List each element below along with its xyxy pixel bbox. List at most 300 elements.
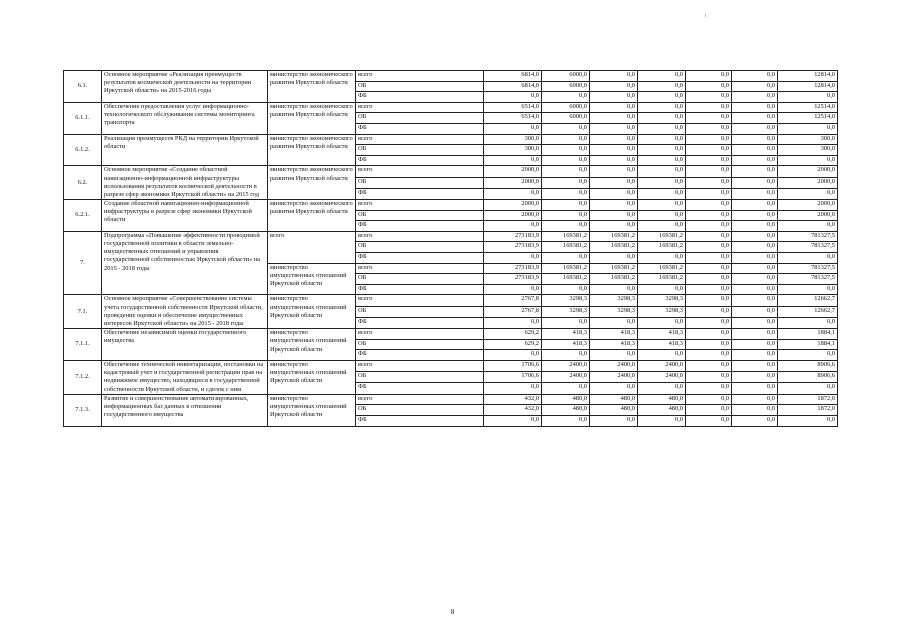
funding-source: всего — [356, 394, 484, 405]
total-value: 300,0 — [778, 145, 838, 156]
responsible-executor: министерство имущественных отношений Иркутской области — [268, 360, 356, 394]
total-value: 0,0 — [778, 350, 838, 361]
item-name: Обеспечение предоставления услуг информационно-технологического обслуживания системы мониторинга транспорта — [102, 102, 268, 134]
year-value: 169381,2 — [638, 274, 686, 285]
year-value: 480,0 — [542, 394, 590, 405]
year-value: 0,0 — [686, 231, 732, 242]
budget-table — [63, 70, 838, 427]
year-value: 0,0 — [638, 383, 686, 394]
year-value: 0,0 — [732, 221, 778, 232]
year-value: 0,0 — [732, 134, 778, 145]
year-value: 0,0 — [732, 274, 778, 285]
year-value: 0,0 — [638, 155, 686, 166]
funding-source: всего — [356, 102, 484, 113]
year-value: 0,0 — [686, 123, 732, 134]
year-value: 0,0 — [542, 92, 590, 103]
page-number: 8 — [450, 608, 455, 616]
responsible-executor: министерство экономического развития Иркутской области — [268, 200, 356, 232]
year-value: 0,0 — [542, 350, 590, 361]
year-value: 0,0 — [686, 134, 732, 145]
year-value: 0,0 — [732, 415, 778, 426]
total-value: 1884,1 — [778, 339, 838, 350]
year-value: 0,0 — [732, 210, 778, 221]
year-value: 1706,6 — [484, 360, 542, 371]
year-value: 6000,0 — [542, 102, 590, 113]
year-value: 0,0 — [732, 253, 778, 264]
funding-source: ОБ — [356, 210, 484, 221]
responsible-executor: всего — [268, 231, 356, 263]
year-value: 0,0 — [590, 81, 638, 92]
item-number: 7. — [64, 231, 102, 295]
item-number: 6.1.2. — [64, 134, 102, 166]
year-value: 0,0 — [732, 188, 778, 199]
year-value: 480,0 — [590, 394, 638, 405]
responsible-executor: министерство экономического развития Иркутской области — [268, 166, 356, 200]
year-value: 0,0 — [732, 284, 778, 295]
year-value: 0,0 — [686, 200, 732, 211]
year-value: 6000,0 — [542, 81, 590, 92]
year-value: 0,0 — [638, 145, 686, 156]
year-value: 0,0 — [542, 284, 590, 295]
year-value: 0,0 — [542, 221, 590, 232]
year-value: 0,0 — [732, 200, 778, 211]
year-value: 0,0 — [686, 405, 732, 416]
year-value: 0,0 — [638, 92, 686, 103]
year-value: 0,0 — [686, 383, 732, 394]
year-value: 0,0 — [542, 145, 590, 156]
year-value: 0,0 — [686, 210, 732, 221]
year-value: 418,3 — [590, 329, 638, 340]
year-value: 0,0 — [638, 123, 686, 134]
year-value: 6814,0 — [484, 71, 542, 82]
total-value: 12662,7 — [778, 295, 838, 306]
year-value: 6514,0 — [484, 102, 542, 113]
total-value: 12514,0 — [778, 102, 838, 113]
year-value: 0,0 — [686, 339, 732, 350]
year-value: 169381,2 — [542, 274, 590, 285]
total-value: 0,0 — [778, 155, 838, 166]
year-value: 0,0 — [732, 295, 778, 306]
year-value: 418,3 — [542, 339, 590, 350]
year-value: 0,0 — [590, 317, 638, 328]
funding-source: ОБ — [356, 372, 484, 383]
responsible-executor: министерство имущественных отношений Иркутской области — [268, 295, 356, 329]
year-value: 0,0 — [732, 145, 778, 156]
year-value: 2000,0 — [484, 210, 542, 221]
year-value: 0,0 — [638, 166, 686, 177]
year-value: 0,0 — [638, 210, 686, 221]
responsible-executor: министерство экономического развития Иркутской области — [268, 134, 356, 166]
year-value: 2000,0 — [484, 200, 542, 211]
year-value: 480,0 — [590, 405, 638, 416]
table-row — [64, 102, 838, 113]
table-body — [64, 71, 838, 427]
funding-source: всего — [356, 166, 484, 177]
year-value: 0,0 — [590, 102, 638, 113]
total-value: 781327,5 — [778, 263, 838, 274]
total-value: 0,0 — [778, 221, 838, 232]
year-value: 0,0 — [686, 81, 732, 92]
funding-source: всего — [356, 200, 484, 211]
year-value: 0,0 — [686, 284, 732, 295]
year-value: 0,0 — [638, 71, 686, 82]
year-value: 0,0 — [732, 329, 778, 340]
total-value: 2000,0 — [778, 166, 838, 177]
year-value: 0,0 — [686, 242, 732, 253]
table-row — [64, 329, 838, 340]
year-value: 0,0 — [686, 350, 732, 361]
year-value: 0,0 — [638, 221, 686, 232]
year-value: 3298,3 — [590, 306, 638, 317]
year-value: 0,0 — [484, 155, 542, 166]
funding-source: ФБ — [356, 383, 484, 394]
total-value: 781327,5 — [778, 242, 838, 253]
table-row — [64, 134, 838, 145]
year-value: 273183,9 — [484, 274, 542, 285]
year-value: 0,0 — [732, 263, 778, 274]
year-value: 300,0 — [484, 134, 542, 145]
year-value: 0,0 — [638, 253, 686, 264]
year-value: 3298,3 — [638, 295, 686, 306]
total-value: 300,0 — [778, 134, 838, 145]
year-value: 0,0 — [732, 231, 778, 242]
funding-source: ФБ — [356, 284, 484, 295]
year-value: 0,0 — [686, 360, 732, 371]
year-value: 0,0 — [732, 123, 778, 134]
total-value: 0,0 — [778, 253, 838, 264]
year-value: 169381,2 — [590, 242, 638, 253]
year-value: 0,0 — [484, 383, 542, 394]
item-number: 6.2. — [64, 166, 102, 200]
year-value: 2400,0 — [638, 372, 686, 383]
year-value: 418,3 — [638, 329, 686, 340]
responsible-executor: министерство экономического развития Иркутской области — [268, 71, 356, 103]
total-value: 2000,0 — [778, 200, 838, 211]
year-value: 0,0 — [686, 295, 732, 306]
year-value: 0,0 — [484, 415, 542, 426]
year-value: 0,0 — [542, 383, 590, 394]
total-value: 0,0 — [778, 188, 838, 199]
year-value: 0,0 — [484, 221, 542, 232]
item-name: Реализация преимуществ РКД на территории Иркутской области — [102, 134, 268, 166]
funding-source: ОБ — [356, 339, 484, 350]
year-value: 169381,2 — [590, 263, 638, 274]
total-value: 8906,6 — [778, 372, 838, 383]
year-value: 432,0 — [484, 394, 542, 405]
year-value: 0,0 — [638, 200, 686, 211]
year-value: 480,0 — [638, 405, 686, 416]
year-value: 273183,9 — [484, 242, 542, 253]
year-value: 0,0 — [590, 284, 638, 295]
year-value: 0,0 — [590, 188, 638, 199]
year-value: 0,0 — [542, 166, 590, 177]
year-value: 629,2 — [484, 339, 542, 350]
year-value: 0,0 — [732, 360, 778, 371]
year-value: 0,0 — [686, 102, 732, 113]
year-value: 0,0 — [686, 71, 732, 82]
year-value: 0,0 — [732, 350, 778, 361]
year-value: 0,0 — [590, 177, 638, 188]
item-name: Обеспечение независимой оценки государственного имущества — [102, 329, 268, 361]
year-value: 0,0 — [732, 155, 778, 166]
scan-mark — [705, 14, 706, 17]
year-value: 0,0 — [686, 263, 732, 274]
total-value: 781327,5 — [778, 231, 838, 242]
year-value: 273183,9 — [484, 231, 542, 242]
year-value: 2000,0 — [484, 166, 542, 177]
year-value: 2400,0 — [590, 360, 638, 371]
year-value: 0,0 — [542, 210, 590, 221]
year-value: 300,0 — [484, 145, 542, 156]
funding-source: всего — [356, 295, 484, 306]
total-value: 0,0 — [778, 317, 838, 328]
year-value: 169381,2 — [638, 231, 686, 242]
year-value: 0,0 — [590, 166, 638, 177]
total-value: 781327,5 — [778, 274, 838, 285]
table-row — [64, 166, 838, 177]
year-value: 2000,0 — [484, 177, 542, 188]
funding-source: всего — [356, 263, 484, 274]
year-value: 0,0 — [732, 113, 778, 124]
table-row — [64, 295, 838, 306]
year-value: 6000,0 — [542, 71, 590, 82]
funding-source: ОБ — [356, 306, 484, 317]
year-value: 0,0 — [686, 415, 732, 426]
year-value: 0,0 — [590, 71, 638, 82]
total-value: 0,0 — [778, 383, 838, 394]
year-value: 0,0 — [686, 221, 732, 232]
year-value: 0,0 — [638, 415, 686, 426]
year-value: 0,0 — [732, 166, 778, 177]
year-value: 1706,6 — [484, 372, 542, 383]
year-value: 0,0 — [542, 134, 590, 145]
funding-source: ФБ — [356, 415, 484, 426]
table-row — [64, 200, 838, 211]
item-number: 6.2.1. — [64, 200, 102, 232]
table-row — [64, 394, 838, 405]
funding-source: ОБ — [356, 242, 484, 253]
year-value: 0,0 — [686, 274, 732, 285]
year-value: 418,3 — [542, 329, 590, 340]
table-row — [64, 231, 838, 242]
year-value: 0,0 — [638, 113, 686, 124]
year-value: 0,0 — [590, 383, 638, 394]
year-value: 0,0 — [638, 317, 686, 328]
year-value: 0,0 — [686, 92, 732, 103]
year-value: 2400,0 — [542, 372, 590, 383]
year-value: 0,0 — [590, 155, 638, 166]
table-row — [64, 360, 838, 371]
year-value: 0,0 — [484, 188, 542, 199]
year-value: 0,0 — [590, 123, 638, 134]
total-value: 0,0 — [778, 123, 838, 134]
year-value: 0,0 — [686, 155, 732, 166]
year-value: 0,0 — [590, 210, 638, 221]
year-value: 0,0 — [484, 317, 542, 328]
year-value: 0,0 — [732, 383, 778, 394]
year-value: 0,0 — [638, 81, 686, 92]
item-name: Основное мероприятие «Реализация преимуществ результатов космической деятельности на территории Иркутской области» на 2015-2016 годы — [102, 71, 268, 103]
year-value: 0,0 — [686, 113, 732, 124]
year-value: 0,0 — [638, 188, 686, 199]
year-value: 0,0 — [542, 317, 590, 328]
year-value: 2400,0 — [638, 360, 686, 371]
year-value: 3298,3 — [590, 295, 638, 306]
year-value: 629,2 — [484, 329, 542, 340]
year-value: 418,3 — [638, 339, 686, 350]
year-value: 0,0 — [638, 284, 686, 295]
year-value: 169381,2 — [590, 231, 638, 242]
responsible-executor: министерство экономического развития Иркутской области — [268, 102, 356, 134]
year-value: 169381,2 — [638, 242, 686, 253]
year-value: 0,0 — [484, 253, 542, 264]
year-value: 0,0 — [542, 155, 590, 166]
year-value: 0,0 — [590, 253, 638, 264]
year-value: 0,0 — [732, 394, 778, 405]
year-value: 0,0 — [732, 81, 778, 92]
year-value: 0,0 — [686, 188, 732, 199]
year-value: 0,0 — [590, 200, 638, 211]
year-value: 273183,9 — [484, 263, 542, 274]
total-value: 2000,0 — [778, 210, 838, 221]
year-value: 0,0 — [686, 253, 732, 264]
funding-source: ФБ — [356, 188, 484, 199]
year-value: 480,0 — [638, 394, 686, 405]
responsible-executor: министерство имущественных отношений Иркутской области — [268, 329, 356, 361]
total-value: 12514,0 — [778, 113, 838, 124]
item-number: 7.1. — [64, 295, 102, 329]
year-value: 2400,0 — [542, 360, 590, 371]
year-value: 0,0 — [686, 306, 732, 317]
year-value: 169381,2 — [638, 263, 686, 274]
year-value: 0,0 — [686, 166, 732, 177]
year-value: 0,0 — [732, 405, 778, 416]
year-value: 0,0 — [686, 372, 732, 383]
year-value: 3298,3 — [638, 306, 686, 317]
year-value: 0,0 — [542, 177, 590, 188]
year-value: 0,0 — [542, 200, 590, 211]
item-name: Создание областной навигационно-информационной инфраструктуры в разрезе сфер экономики Иркутской области — [102, 200, 268, 232]
year-value: 0,0 — [590, 145, 638, 156]
year-value: 432,0 — [484, 405, 542, 416]
year-value: 169381,2 — [542, 242, 590, 253]
total-value: 8906,6 — [778, 360, 838, 371]
funding-source: ФБ — [356, 92, 484, 103]
total-value: 0,0 — [778, 92, 838, 103]
year-value: 0,0 — [732, 92, 778, 103]
year-value: 0,0 — [638, 102, 686, 113]
year-value: 0,0 — [686, 145, 732, 156]
funding-source: ОБ — [356, 145, 484, 156]
funding-source: ОБ — [356, 405, 484, 416]
funding-source: ОБ — [356, 113, 484, 124]
year-value: 0,0 — [732, 177, 778, 188]
item-name: Обеспечение технической инвентаризации, постановки на кадастровый учет и государственной регистрации прав на недвижимое имущество, находящееся в государственной собственности Иркутской области, и сделок с ним — [102, 360, 268, 394]
year-value: 169381,2 — [590, 274, 638, 285]
year-value: 0,0 — [484, 123, 542, 134]
funding-source: ФБ — [356, 155, 484, 166]
year-value: 0,0 — [542, 123, 590, 134]
year-value: 0,0 — [686, 177, 732, 188]
item-name: Основное мероприятие «Создание областной навигационно-информационной инфраструктуры использования результатов космической деятельности в разрезе сфер экономики Иркутской области» на 2015 год — [102, 166, 268, 200]
funding-source: всего — [356, 329, 484, 340]
year-value: 6514,0 — [484, 113, 542, 124]
year-value: 0,0 — [590, 92, 638, 103]
year-value: 0,0 — [732, 306, 778, 317]
funding-source: всего — [356, 71, 484, 82]
item-name: Подпрограмма «Повышение эффективности проводимой государственной политики в области земельно-имущественных отношений и управления государственной собственностью Иркутской области» на 2015 - 2018 годы — [102, 231, 268, 295]
year-value: 3298,3 — [542, 306, 590, 317]
year-value: 0,0 — [638, 134, 686, 145]
year-value: 0,0 — [638, 350, 686, 361]
item-number: 6.1. — [64, 71, 102, 103]
funding-source: ФБ — [356, 350, 484, 361]
year-value: 0,0 — [686, 329, 732, 340]
year-value: 0,0 — [732, 317, 778, 328]
total-value: 12814,0 — [778, 71, 838, 82]
year-value: 6000,0 — [542, 113, 590, 124]
item-name: Развитие и совершенствование автоматизированных, информационных баз данных в отношении государственного имущества — [102, 394, 268, 426]
year-value: 0,0 — [732, 242, 778, 253]
funding-source: всего — [356, 231, 484, 242]
total-value: 2000,0 — [778, 177, 838, 188]
item-name: Основное мероприятие «Совершенствование системы учета государственной собственности Иркутской области, проведение оценки и обеспечение имущественных интересов Иркутской области» на 2015 - 2018 годы — [102, 295, 268, 329]
funding-source: ФБ — [356, 317, 484, 328]
year-value: 2767,8 — [484, 306, 542, 317]
year-value: 0,0 — [732, 372, 778, 383]
year-value: 0,0 — [542, 415, 590, 426]
year-value: 0,0 — [542, 188, 590, 199]
year-value: 0,0 — [732, 339, 778, 350]
total-value: 0,0 — [778, 284, 838, 295]
year-value: 0,0 — [590, 134, 638, 145]
total-value: 1872,0 — [778, 405, 838, 416]
item-number: 7.1.3. — [64, 394, 102, 426]
year-value: 0,0 — [732, 71, 778, 82]
year-value: 3298,3 — [542, 295, 590, 306]
total-value: 1884,1 — [778, 329, 838, 340]
year-value: 169381,2 — [542, 231, 590, 242]
year-value: 0,0 — [590, 221, 638, 232]
year-value: 0,0 — [686, 394, 732, 405]
funding-source: ОБ — [356, 274, 484, 285]
total-value: 12814,0 — [778, 81, 838, 92]
year-value: 169381,2 — [542, 263, 590, 274]
total-value: 1872,0 — [778, 394, 838, 405]
year-value: 2767,8 — [484, 295, 542, 306]
year-value: 6814,0 — [484, 81, 542, 92]
funding-source: ОБ — [356, 81, 484, 92]
year-value: 2400,0 — [590, 372, 638, 383]
year-value: 0,0 — [484, 284, 542, 295]
total-value: 12662,7 — [778, 306, 838, 317]
funding-source: всего — [356, 134, 484, 145]
year-value: 0,0 — [542, 253, 590, 264]
funding-source: ФБ — [356, 221, 484, 232]
year-value: 0,0 — [590, 113, 638, 124]
year-value: 418,3 — [590, 339, 638, 350]
year-value: 0,0 — [590, 350, 638, 361]
item-number: 7.1.1. — [64, 329, 102, 361]
item-number: 7.1.2. — [64, 360, 102, 394]
year-value: 0,0 — [484, 92, 542, 103]
item-number: 6.1.1. — [64, 102, 102, 134]
funding-source: всего — [356, 360, 484, 371]
year-value: 0,0 — [484, 350, 542, 361]
year-value: 0,0 — [590, 415, 638, 426]
funding-source: ФБ — [356, 253, 484, 264]
responsible-executor: министерство имущественных отношений Иркутской области — [268, 263, 356, 295]
